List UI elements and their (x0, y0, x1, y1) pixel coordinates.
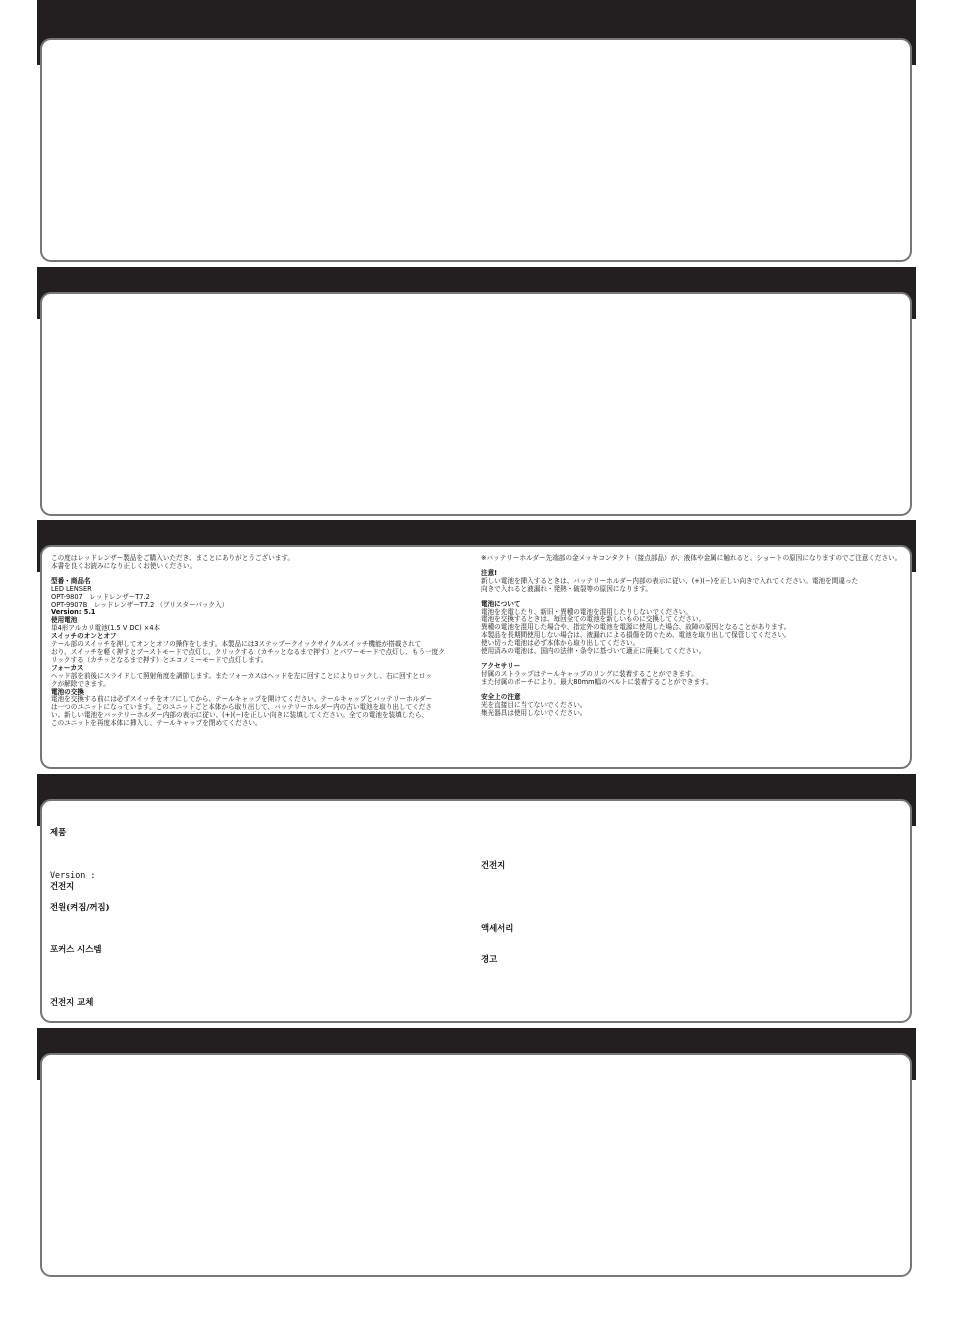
jp-section-heading: 型番・商品名 (51, 576, 91, 585)
jp-section-heading: フォーカス (51, 663, 84, 672)
jp-paragraph: ※バッテリーホルダー先端部の金メッキコンタクト（接点部品）が、液体や金属に触れると、ショートの原因になりますのでご注意ください。 (481, 554, 902, 562)
jp-section-heading: アクセサリー (481, 661, 521, 670)
japanese-right-column (481, 555, 906, 717)
kr-power-heading: 전원(켜짐/꺼짐) (50, 902, 110, 912)
japanese-left-column (51, 555, 476, 728)
kr-version-label: Version : (50, 870, 96, 880)
kr-focus-heading: 포커스 시스템 (50, 944, 102, 954)
kr-battery-heading: 건전지 (50, 881, 75, 891)
section-2-panel-empty (40, 292, 912, 516)
paragraph-gap (481, 656, 906, 663)
kr-battery-right-heading: 건전지 (481, 860, 506, 870)
jp-section-heading: 使用電池 (51, 616, 78, 625)
kr-accessory-heading: 액세서리 (481, 923, 514, 933)
paragraph-gap (51, 571, 476, 578)
jp-section-heading: 電池について (481, 599, 521, 608)
jp-section-heading: Version: 5.1 (51, 608, 96, 617)
kr-warning-heading: 경고 (481, 954, 498, 964)
jp-paragraph: 光を直接目に当てないでください。 集光器具は使用しないでください。 (481, 700, 587, 717)
paragraph-gap (481, 687, 906, 694)
japanese-instructions-panel (40, 545, 912, 769)
jp-section-heading: 安全上の注意 (481, 692, 521, 701)
jp-paragraph: テール部のスイッチを押してオンとオフの操作をします。本製品には3ステップークイックサイクルスイッチ機能が搭載されて おり、スイッチを軽く押すとブーストモードで点灯し、クリックする（カチッとなるまで押す）とパワーモードで点灯し、もう一度ク リックする（カチッとなるまで押す）とエコノミーモードで点灯します。 (51, 640, 445, 664)
jp-paragraph: 単4形アルカリ電池(1.5 V DC) ×4本 (51, 624, 161, 633)
kr-battery-change-heading: 건전지 교체 (50, 997, 94, 1007)
paragraph-gap (481, 563, 906, 570)
jp-paragraph: LED LENSER OPT-9807 レッドレンザーT7.2 OPT-9907B レッドレンザーT7.2 （ブリスターパック入） (51, 584, 229, 609)
jp-paragraph: 付属のストラップはテールキャップのリングに装着することができます。 また付属のポーチにより、最大80mm幅のベルトに装着することができます。 (481, 669, 713, 686)
paragraph-gap (481, 594, 906, 601)
korean-instructions-panel (40, 799, 912, 1023)
section-1-panel-empty (40, 38, 912, 262)
jp-section-heading: 注意! (481, 568, 498, 577)
jp-paragraph: この度はレッドレンザー製品をご購入いただき、まことにありがとうございます。 本書を良くお読みになり正しくお使いください。 (51, 554, 294, 570)
jp-section-heading: スイッチのオンとオフ (51, 632, 117, 641)
jp-paragraph: 電池を充電したり、新旧・異種の電池を混用したりしないでください。 電池を交換するときは、毎回全ての電池を新しいものに交換してください。 異種の電池を混用した場合や、指定外の電池を電源に使用した場合、故障の原因となることがあります。 本製品を長期間使用しない場合は、液漏れによる損傷を防ぐため、電池を取り出して保管してください。 使い切った電池は必ず本体から取り出してください。 使用済みの電池は、国内の法律・条令に基づいて適正に廃棄してください。 (481, 607, 791, 656)
jp-section-heading: 電池の交換 (51, 687, 84, 696)
jp-paragraph: 新しい電池を挿入するときは、バッテリーホルダー内部の表示に従い、(+)(−)を正しい向きで入れてください。電池を間違った 向きで入れると液漏れ・発熱・破裂等の原因になります。 (481, 576, 859, 593)
kr-product-heading: 제품 (50, 827, 67, 837)
jp-paragraph: 電池を交換する前には必ずスイッチをオフにしてから、テールキャップを開けてください。テールキャップとバッテリーホルダー は一つのユニットになっています。このユニットごと本体から取り出して、バッテリーホルダー内の古い電池を取り出してくださ い。新しい電池をバッテリーホルダー内部の表示に従い、(+)(−)を正しい向きに装填してください。全ての電池を装填したら、 このユニットを再度本体に挿入し、テールキャップを閉めてください。 (51, 695, 433, 728)
section-5-panel-empty (40, 1053, 912, 1277)
jp-paragraph: ヘッド部を前後にスライドして照射角度を調節します。またフォーカスはヘッドを左に回すことによりロックし、右に回すとロッ クが解除できます。 (51, 671, 432, 688)
